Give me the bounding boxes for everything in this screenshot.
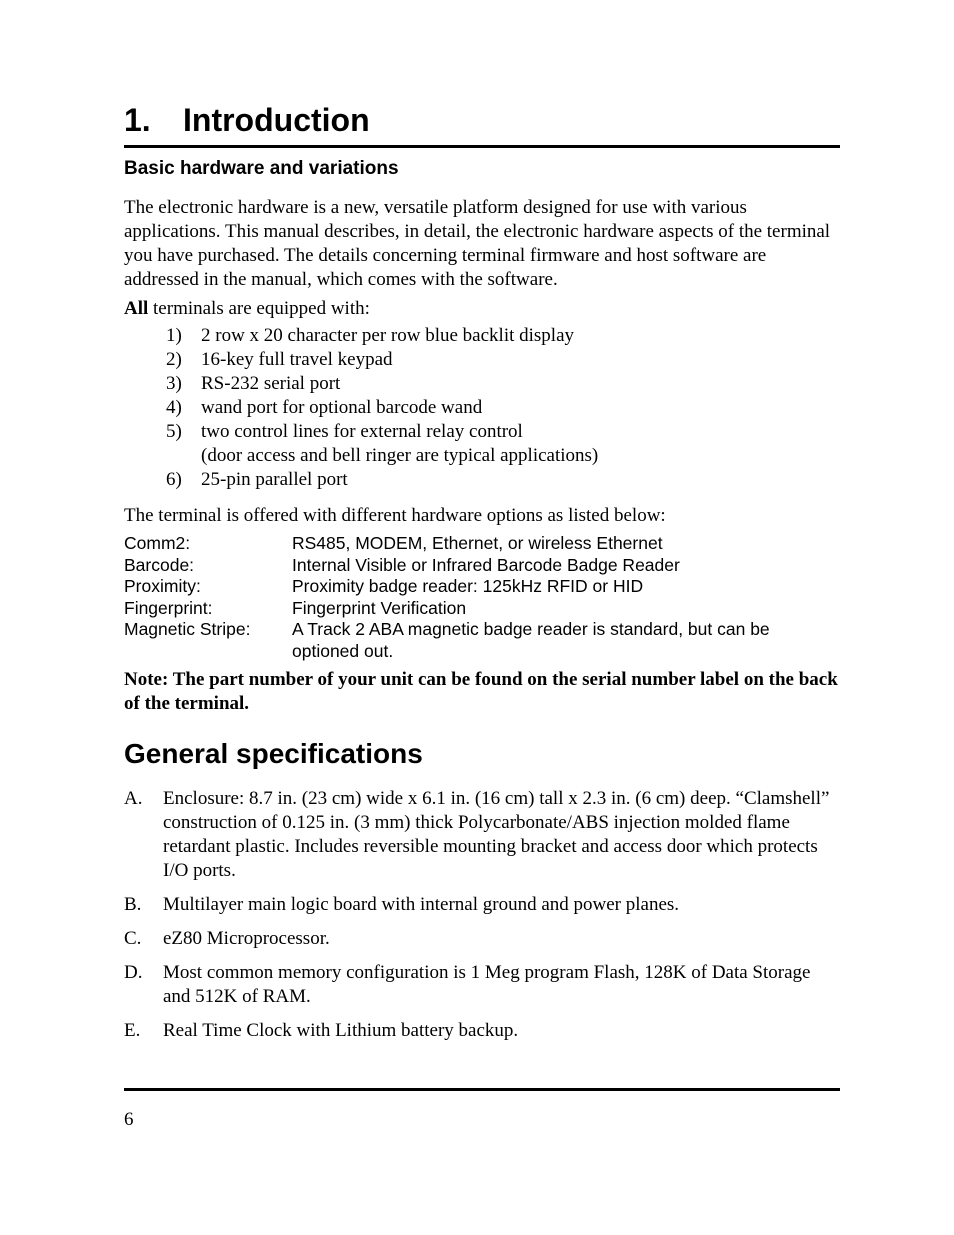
option-row <box>124 598 840 620</box>
all-rest: terminals are equipped with: <box>148 298 370 319</box>
equipped-with-line <box>124 297 370 321</box>
option-value: Proximity badge reader: 125kHz RFID or HID <box>292 576 644 596</box>
equipment-item <box>166 396 786 420</box>
all-bold: All <box>124 298 149 319</box>
equipment-item-number: 3) <box>166 373 182 394</box>
spec-letter: D. <box>124 962 143 983</box>
equipment-item <box>166 324 786 348</box>
spec-item <box>124 1019 840 1043</box>
equipment-list <box>166 324 786 492</box>
intro-paragraph: The electronic hardware is a new, versatile platform designed for use with various applications. This manual describes, in detail, the electronic hardware aspects of the terminal you have purchased. The details concerning terminal firmware and host software are addressed in the manual, which comes with the software. <box>124 197 831 290</box>
serial-number-note: Note: The part number of your unit can be found on the serial number label on the back of the terminal. <box>124 669 838 714</box>
equipment-item <box>166 348 786 372</box>
equipment-item-number: 1) <box>166 325 182 346</box>
option-row <box>124 533 840 555</box>
equipment-item-content <box>201 324 574 348</box>
option-value: A Track 2 ABA magnetic badge reader is standard, but can be optioned out. <box>292 619 770 661</box>
option-label: Barcode: <box>124 554 195 575</box>
equipment-item-number: 2) <box>166 349 182 370</box>
options-table <box>124 533 840 662</box>
equipment-item-text: 25-pin parallel port <box>201 469 348 490</box>
option-label: Magnetic Stripe: <box>124 619 251 639</box>
option-value: Fingerprint Verification <box>292 597 467 618</box>
chapter-title-text: Introduction <box>183 102 370 138</box>
option-label: Comm2: <box>124 533 191 553</box>
equipment-item-number: 4) <box>166 397 182 418</box>
equipment-item-text: two control lines for external relay control <box>201 421 523 442</box>
spec-text: eZ80 Microprocessor. <box>163 928 330 949</box>
option-label: Proximity: <box>124 576 201 596</box>
spec-item <box>124 961 840 1009</box>
equipment-item-number: 5) <box>166 421 182 442</box>
chapter-number: 1. <box>124 102 151 138</box>
equipment-item-subtext: (door access and bell ringer are typical applications) <box>201 445 599 466</box>
equipment-item-content <box>201 372 340 396</box>
equipment-item <box>166 372 786 396</box>
equipment-item-content <box>201 420 598 468</box>
equipment-item-text: 2 row x 20 character per row blue backlit display <box>201 325 575 346</box>
option-value: Internal Visible or Infrared Barcode Badge Reader <box>292 554 680 575</box>
equipment-item-text: 16-key full travel keypad <box>201 349 393 370</box>
spec-text: Most common memory configuration is 1 Meg program Flash, 128K of Data Storage and 512K of RAM. <box>163 962 811 1007</box>
footer-rule <box>124 1088 840 1091</box>
general-specifications-heading: General specifications <box>124 738 423 769</box>
option-value: RS485, MODEM, Ethernet, or wireless Ethernet <box>292 533 663 553</box>
spec-item <box>124 927 840 951</box>
specs-list <box>124 787 840 1053</box>
spec-letter: E. <box>124 1020 141 1041</box>
page-number: 6 <box>124 1109 134 1130</box>
spec-text: Real Time Clock with Lithium battery backup. <box>163 1020 519 1041</box>
equipment-item-content <box>201 396 482 420</box>
spec-letter: B. <box>124 894 142 915</box>
spec-text: Enclosure: 8.7 in. (23 cm) wide x 6.1 in. (16 cm) tall x 2.3 in. (6 cm) deep. “Clamshell” construction of 0.125 in. (3 mm) thick Polycarbonate/ABS injection molded flame retardant plastic. Includes reversible mounting bracket and access door which protects I/O ports. <box>163 788 830 881</box>
equipment-item-text: RS-232 serial port <box>201 373 341 394</box>
option-row <box>124 555 840 577</box>
option-row <box>124 619 840 662</box>
equipment-item <box>166 468 786 492</box>
spec-item <box>124 893 840 917</box>
option-label: Fingerprint: <box>124 597 213 618</box>
chapter-title <box>124 99 840 141</box>
option-row <box>124 576 840 598</box>
equipment-item-text: wand port for optional barcode wand <box>201 397 483 418</box>
equipment-item <box>166 420 786 468</box>
spec-item <box>124 787 840 883</box>
spec-letter: A. <box>124 788 143 809</box>
spec-text: Multilayer main logic board with internal ground and power planes. <box>163 894 680 915</box>
equipment-item-number: 6) <box>166 469 182 490</box>
spec-letter: C. <box>124 928 142 949</box>
subheading-basic-hardware: Basic hardware and variations <box>124 158 399 179</box>
options-intro: The terminal is offered with different hardware options as listed below: <box>124 505 666 526</box>
equipment-item-content <box>201 348 393 372</box>
equipment-item-content <box>201 468 348 492</box>
chapter-rule <box>124 145 840 148</box>
